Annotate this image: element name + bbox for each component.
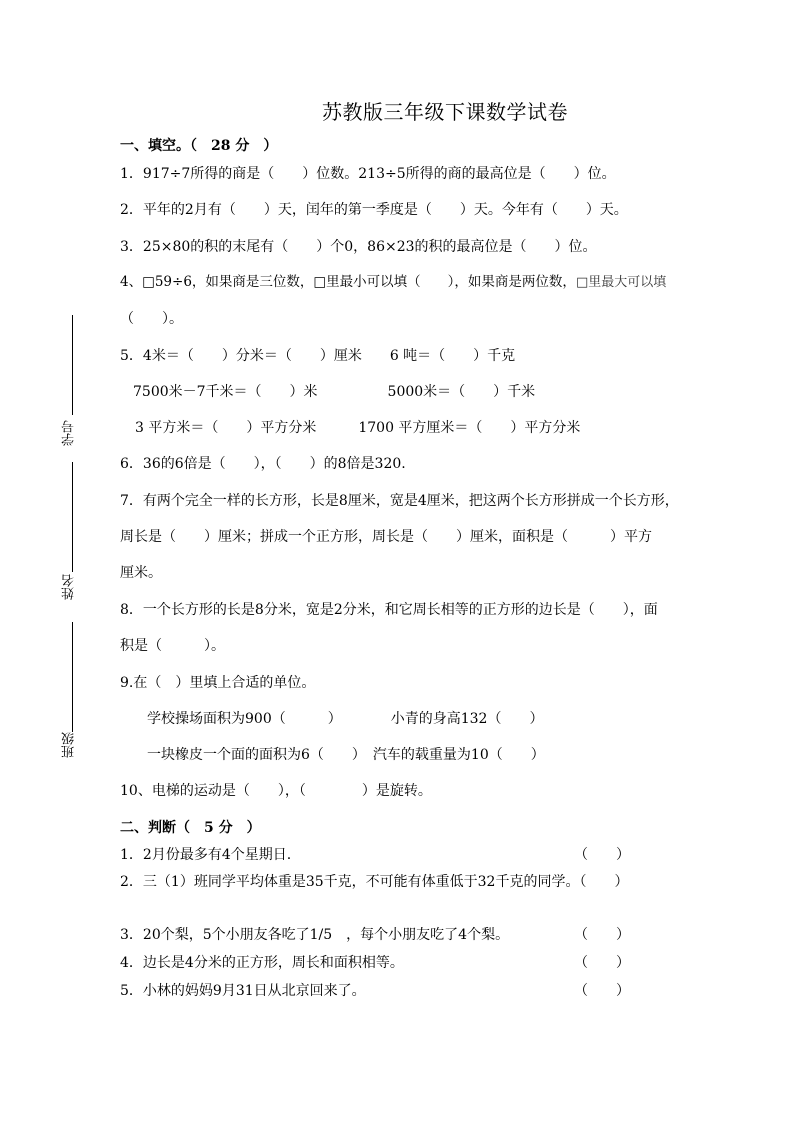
side-label-xingming: 姓名 [62, 574, 77, 600]
fill-q4-line1 [120, 276, 666, 290]
side-label-banji: 班级 [62, 732, 77, 758]
fill-q7-line2: 周长是（ ）厘米；拼成一个正方形，周长是（ ）厘米，面积是（ ）平方 [120, 529, 652, 545]
fill-q9: 9.在（ ）里填上合适的单位。 [120, 675, 316, 691]
section-fill-heading: 一、填空。（ 28 分 ） [120, 138, 278, 154]
fill-q1: 1．917÷7所得的商是（ ）位数。213÷5所得的商的最高位是（ ）位。 [120, 166, 616, 182]
judge-j5-paren: （ ） [574, 983, 630, 999]
side-line-top [72, 315, 73, 415]
fill-q4-tail: □里最大可以填 [575, 275, 667, 290]
section-judge-heading: 二、判断（ 5 分 ） [120, 820, 261, 836]
judge-j1: 1．2月份最多有4个星期日. [120, 847, 292, 863]
fill-q8-line1: 8．一个长方形的长是8分米，宽是2分米，和它周长相等的正方形的边长是（ ），面 [120, 602, 658, 618]
judge-j2: 2．三（1）班同学平均体重是35千克，不可能有体重低于32千克的同学。（ ） [120, 874, 629, 890]
fill-q4-line2: （ ）。 [120, 311, 183, 327]
fill-q10: 10、电梯的运动是（ ），（ ）是旋转。 [120, 783, 432, 799]
judge-j4-paren: （ ） [574, 955, 630, 971]
fill-q6: 6．36的6倍是（ ），（ ）的8倍是320. [120, 456, 406, 472]
fill-q8-line2: 积是（ ）。 [120, 638, 225, 654]
judge-j3-paren: （ ） [574, 927, 630, 943]
fill-q3: 3．25×80的积的末尾有（ ）个0，86×23的积的最高位是（ ）位。 [120, 239, 597, 255]
judge-j3: 3．20个梨，5个小朋友各吃了1/5 ，每个小朋友吃了4个梨。 [120, 927, 510, 943]
page-title: 苏教版三年级下课数学试卷 [322, 100, 568, 124]
side-line-bottom [72, 622, 73, 732]
side-label-xuehao: 学号 [62, 420, 77, 446]
side-line-middle [72, 462, 73, 572]
fill-q9-line1: 学校操场面积为900（ ） 小青的身高132（ ） [147, 711, 544, 727]
fill-q5-line3: 3 平方米＝（ ）平方分米 1700 平方厘米＝（ ）平方分米 [135, 420, 581, 436]
fill-q9-line2: 一块橡皮一个面的面积为6（ ） 汽车的载重量为10（ ） [147, 747, 545, 763]
judge-j5: 5．小林的妈妈9月31日从北京回来了。 [120, 983, 366, 999]
fill-q7-line1: 7．有两个完全一样的长方形，长是8厘米，宽是4厘米，把这两个长方形拼成一个长方形， [120, 493, 679, 509]
judge-j4: 4．边长是4分米的正方形，周长和面积相等。 [120, 955, 404, 971]
fill-q4-text: 4、□59÷6，如果商是三位数，□里最小可以填（ ），如果商是两位数， [120, 274, 576, 290]
fill-q5-line2: 7500米－7千米＝（ ）米 5000米＝（ ）千米 [133, 384, 536, 400]
fill-q7-line3: 厘米。 [120, 565, 162, 581]
fill-q5-line1: 5．4米＝（ ）分米＝（ ）厘米 6 吨＝（ ）千克 [120, 348, 516, 364]
judge-j1-paren: （ ） [574, 847, 630, 863]
fill-q2: 2．平年的2月有（ ）天，闰年的第一季度是（ ）天。今年有（ ）天。 [120, 202, 628, 218]
